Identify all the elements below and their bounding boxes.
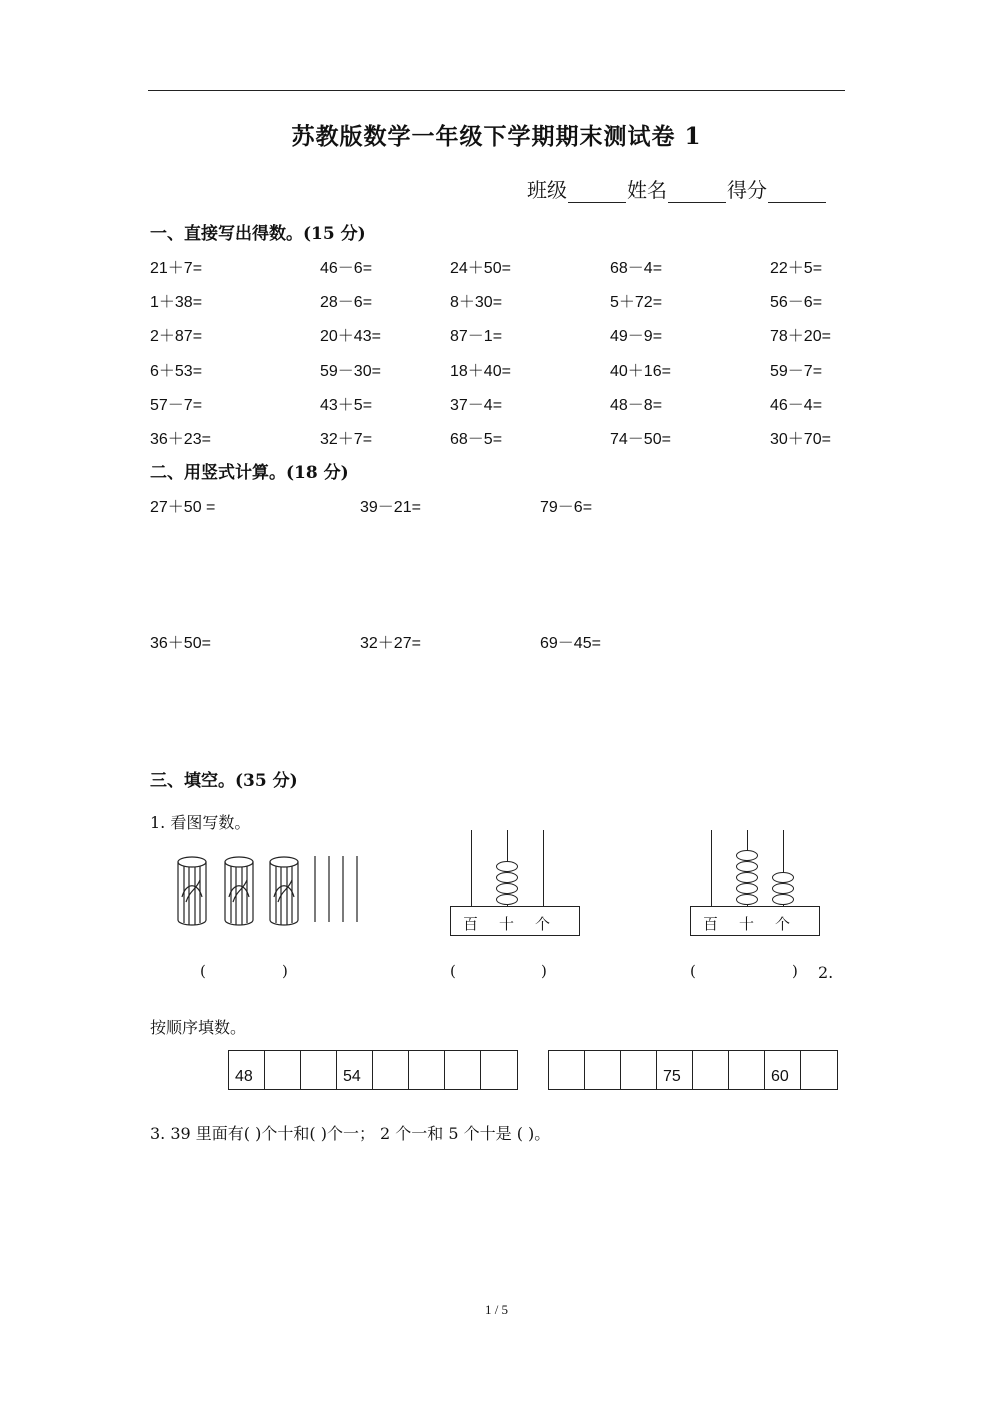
vertical-problem: 39－21= — [360, 499, 421, 516]
abacus-rod — [543, 830, 544, 906]
vertical-problem: 36＋50= — [150, 635, 211, 652]
sequence-cell[interactable] — [445, 1051, 481, 1089]
arithmetic-problem: 21＋7= — [150, 260, 203, 277]
answer-paren-open: ( — [690, 962, 696, 980]
sequence-cell[interactable] — [765, 1051, 801, 1089]
abacus-base — [690, 906, 820, 936]
sequence-cell[interactable] — [693, 1051, 729, 1089]
arithmetic-problem: 30＋70= — [770, 431, 831, 448]
abacus-bead — [736, 894, 758, 905]
abacus-bead — [496, 861, 518, 872]
sequence-cell[interactable] — [657, 1051, 693, 1089]
arithmetic-problem: 74－50= — [610, 431, 671, 448]
place-tens-label: 十 — [739, 915, 755, 933]
place-hundreds-label: 百 — [703, 915, 719, 933]
sequence-cell[interactable] — [481, 1051, 517, 1089]
arithmetic-problem: 2＋87= — [150, 328, 203, 346]
arithmetic-problem: 48－8= — [610, 396, 663, 414]
arithmetic-problem: 43＋5= — [320, 396, 373, 414]
abacus-bead — [736, 861, 758, 872]
arithmetic-problem: 59－7= — [770, 362, 823, 380]
arithmetic-problem: 24＋50= — [450, 260, 511, 277]
arithmetic-problem: 78＋20= — [770, 328, 831, 346]
sequence-cell-value: 54 — [343, 1068, 361, 1085]
section3-heading: 三、填空。(35 分) — [150, 771, 298, 791]
arithmetic-problem: 40＋16= — [610, 362, 671, 380]
vertical-problem: 69－45= — [540, 635, 601, 652]
arithmetic-problem: 37－4= — [450, 396, 503, 414]
abacus-rod — [471, 830, 472, 906]
arithmetic-problem: 57－7= — [150, 396, 203, 414]
name-label: 姓名 — [627, 178, 667, 202]
abacus-rod — [711, 830, 712, 906]
score-blank[interactable] — [768, 180, 826, 203]
student-info — [527, 174, 827, 203]
sequence-cell[interactable] — [409, 1051, 445, 1089]
single-sticks-icon — [315, 856, 357, 922]
place-tens-label: 十 — [499, 915, 515, 933]
abacus-base — [450, 906, 580, 936]
arithmetic-problem: 28－6= — [320, 294, 373, 312]
section2-heading: 二、用竖式计算。(18 分) — [150, 463, 349, 483]
class-label: 班级 — [527, 178, 567, 202]
class-blank[interactable] — [568, 180, 626, 203]
sequence-row-1 — [228, 1050, 518, 1090]
page-number: 1 / 5 — [484, 1302, 509, 1317]
bundle-icon — [270, 857, 298, 925]
name-blank[interactable] — [668, 180, 726, 203]
question2-number: 2. — [818, 963, 834, 982]
sequence-cell[interactable] — [621, 1051, 657, 1089]
arithmetic-problem: 8＋30= — [450, 294, 503, 312]
vertical-problem: 79－6= — [540, 499, 593, 516]
arithmetic-problem: 22＋5= — [770, 260, 823, 277]
arithmetic-problem: 6＋53= — [150, 362, 203, 380]
arithmetic-problem: 32＋7= — [320, 431, 373, 448]
abacus-bead — [736, 872, 758, 883]
sequence-cell[interactable] — [549, 1051, 585, 1089]
arithmetic-problem: 18＋40= — [450, 362, 511, 380]
bundle-icon — [225, 857, 253, 925]
sequence-cell[interactable] — [801, 1051, 837, 1089]
score-label: 得分 — [727, 178, 767, 202]
answer-paren-open: ( — [450, 962, 456, 980]
arithmetic-problem: 68－4= — [610, 260, 663, 277]
arithmetic-problem: 59－30= — [320, 362, 381, 380]
abacus-bead — [772, 872, 794, 883]
question1-label: 1. 看图写数。 — [150, 813, 251, 832]
arithmetic-problem: 5＋72= — [610, 294, 663, 312]
arithmetic-problem: 49－9= — [610, 328, 663, 346]
abacus-bead — [772, 883, 794, 894]
vertical-problem: 27＋50 = — [150, 499, 216, 516]
arithmetic-problem: 56－6= — [770, 294, 823, 312]
answer-paren-open: ( — [200, 962, 206, 980]
sequence-cell[interactable] — [373, 1051, 409, 1089]
sequence-cell-value: 60 — [771, 1068, 789, 1085]
abacus-bead — [496, 894, 518, 905]
sequence-cell[interactable] — [301, 1051, 337, 1089]
sequence-cell-value: 48 — [235, 1068, 253, 1085]
bundle-icon — [178, 857, 206, 925]
answer-paren-close: ) — [282, 962, 288, 980]
stick-bundles-illustration — [172, 852, 367, 930]
arithmetic-problem: 87－1= — [450, 328, 503, 346]
vertical-problem: 32＋27= — [360, 635, 421, 652]
arithmetic-problem: 1＋38= — [150, 294, 203, 312]
sequence-cell[interactable] — [337, 1051, 373, 1089]
place-ones-label: 个 — [775, 915, 791, 933]
sequence-row-2 — [548, 1050, 838, 1090]
sequence-cell-value: 75 — [663, 1068, 681, 1085]
abacus-bead — [496, 872, 518, 883]
abacus-bead — [496, 883, 518, 894]
page-title: 苏教版数学一年级下学期期末测试卷 1 — [291, 123, 702, 150]
arithmetic-problem: 20＋43= — [320, 328, 381, 346]
abacus-bead — [772, 894, 794, 905]
place-hundreds-label: 百 — [463, 915, 479, 933]
abacus-bead — [736, 850, 758, 861]
question2-label: 按顺序填数。 — [150, 1018, 247, 1037]
arithmetic-problem: 36＋23= — [150, 431, 211, 448]
sequence-cell[interactable] — [585, 1051, 621, 1089]
sequence-cell[interactable] — [229, 1051, 265, 1089]
abacus-bead — [736, 883, 758, 894]
sequence-cell[interactable] — [265, 1051, 301, 1089]
sequence-cell[interactable] — [729, 1051, 765, 1089]
arithmetic-problem: 46－4= — [770, 396, 823, 414]
place-ones-label: 个 — [535, 915, 551, 933]
top-rule — [148, 90, 845, 91]
answer-paren-close: ) — [541, 962, 547, 980]
arithmetic-problem: 68－5= — [450, 431, 503, 448]
answer-paren-close: ) — [792, 962, 798, 980]
arithmetic-problem: 46－6= — [320, 260, 373, 277]
question3: 3. 39 里面有( )个十和( )个一； 2 个一和 5 个十是 ( )。 — [150, 1124, 551, 1143]
section1-heading: 一、直接写出得数。(15 分) — [150, 224, 366, 244]
